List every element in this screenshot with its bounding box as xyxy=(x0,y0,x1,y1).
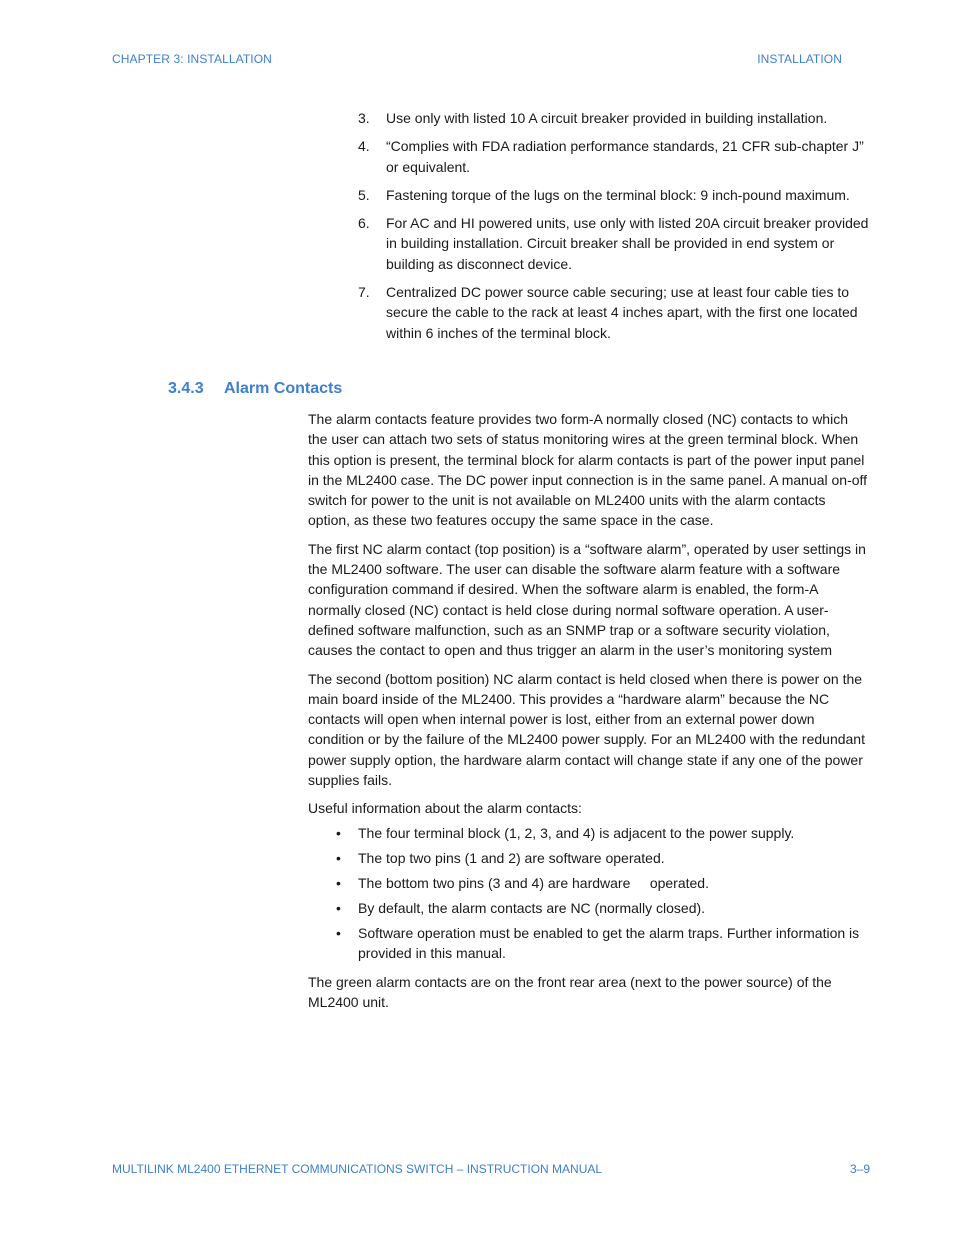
bullet-item xyxy=(308,898,870,918)
list-item-number: 4. xyxy=(358,138,370,155)
footer-page-number: 3–9 xyxy=(849,1162,870,1176)
list-item-number: 5. xyxy=(358,186,370,203)
paragraph: The green alarm contacts are on the front rear area (next to the power source) of the ML2400 unit. xyxy=(308,973,832,1010)
footer-manual-title: MULTILINK ML2400 ETHERNET COMMUNICATIONS SWITCH – INSTRUCTION MANUAL xyxy=(112,1162,603,1176)
list-item xyxy=(358,136,870,177)
list-item-number: 3. xyxy=(358,110,370,126)
bullet-item xyxy=(308,823,870,843)
list-item xyxy=(358,213,870,274)
list-item xyxy=(358,282,870,343)
list-item xyxy=(358,108,870,128)
list-item-text: Use only with listed 10 A circuit breaker provided in building installation. xyxy=(386,110,828,126)
running-header-chapter: CHAPTER 3: INSTALLATION xyxy=(112,52,272,66)
list-item-number: 7. xyxy=(358,284,370,301)
list-item-text: “Complies with FDA radiation performance standards, 21 CFR sub-chapter J” or equivalent. xyxy=(386,138,864,175)
section-heading xyxy=(168,380,342,398)
bullet-glyph: • xyxy=(336,899,341,916)
numbered-list xyxy=(358,108,870,351)
paragraph: The alarm contacts feature provides two form-A normally closed (NC) contacts to which the user can attach two sets of status monitoring wires at the green terminal block. When this option is present, the terminal block for alarm contacts is part of the power input panel in the ML2400 case. The DC power input connection is in the same panel. A manual on-off switch for power to the unit is not available on ML2400 units with the alarm contacts option, as these two features occupy the same space in the case. xyxy=(308,411,868,529)
section-title: Alarm Contacts xyxy=(224,380,343,397)
bullet-glyph: • xyxy=(336,824,341,841)
running-header-section: INSTALLATION xyxy=(757,52,842,66)
bullet-text: The four terminal block (1, 2, 3, and 4) is adjacent to the power supply. xyxy=(358,824,795,841)
section-body xyxy=(308,409,870,1020)
bullet-item xyxy=(308,923,870,964)
section-number: 3.4.3 xyxy=(168,380,204,397)
bullet-text: By default, the alarm contacts are NC (normally closed). xyxy=(358,899,706,916)
bullet-glyph: • xyxy=(336,925,341,942)
list-item-text: Fastening torque of the lugs on the terminal block: 9 inch-pound maximum. xyxy=(386,186,850,203)
list-item-text: Centralized DC power source cable securing; use at least four cable ties to secure the cable to the rack at least 4 inches apart, with the first one located within 6 inches of the terminal block. xyxy=(386,284,858,341)
list-item-text: For AC and HI powered units, use only with listed 20A circuit breaker provided in building installation. Circuit breaker shall be provided in end system or building as disconnect device. xyxy=(386,215,869,272)
bullet-glyph: • xyxy=(336,849,341,866)
bullet-item xyxy=(308,848,870,868)
bullet-glyph: • xyxy=(336,874,341,891)
paragraph: The second (bottom position) NC alarm contact is held closed when there is power on the main board inside of the ML2400. This provides a “hardware alarm” because the NC contacts will open when internal power is lost, either from an external power down condition or by the failure of the ML2400 power supply. For an ML2400 with the redundant power supply option, the hardware alarm contact will change state if any one of the power supplies fails. xyxy=(308,670,865,789)
bullet-text: Software operation must be enabled to get the alarm traps. Further information is provided in this manual. xyxy=(358,925,860,962)
paragraph: Useful information about the alarm contacts: xyxy=(308,800,582,817)
bullet-list xyxy=(308,823,870,964)
list-item-number: 6. xyxy=(358,215,370,232)
bullet-item xyxy=(308,873,870,893)
paragraph: The first NC alarm contact (top position) is a “software alarm”, operated by user settings in the ML2400 software. The user can disable the software alarm feature with a software configuration command if desired. When the software alarm is enabled, the form-A normally closed (NC) contact is held close during normal software operation. A user-defined software malfunction, such as an SNMP trap or a software security violation, causes the contact to open and thus trigger an alarm in the user’s monitoring system xyxy=(308,540,866,659)
bullet-text: The bottom two pins (3 and 4) are hardware operated. xyxy=(358,874,709,891)
bullet-text: The top two pins (1 and 2) are software operated. xyxy=(358,849,665,866)
list-item xyxy=(358,185,870,205)
